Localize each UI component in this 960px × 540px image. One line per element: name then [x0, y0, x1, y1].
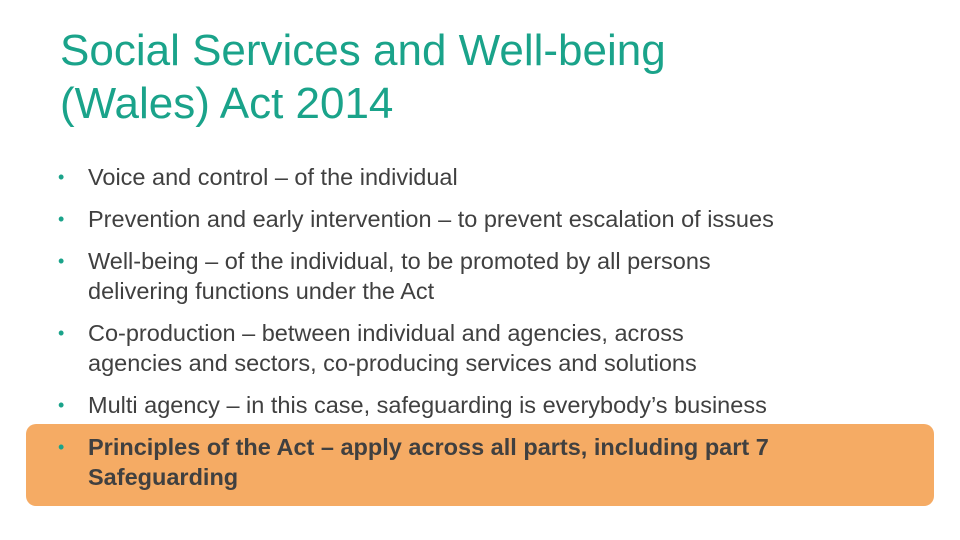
bullet-text	[88, 318, 938, 378]
bullet-dot-icon: •	[58, 209, 65, 229]
bullet-line: Voice and control – of the individual	[88, 164, 458, 190]
bullet-item-prevention	[58, 204, 938, 234]
bullet-dot-icon: •	[58, 251, 65, 271]
bullet-item-co-production	[58, 318, 938, 378]
bullet-text	[88, 390, 938, 420]
title-line-1: Social Services and Well-being	[60, 26, 666, 75]
bullet-line: delivering functions under the Act	[88, 278, 435, 304]
bullet-item-multi-agency	[58, 390, 938, 420]
bullet-text	[88, 246, 938, 306]
bullet-text	[88, 204, 938, 234]
bullet-text	[88, 432, 938, 492]
bullet-line: Multi agency – in this case, safeguarding is everybody’s business	[88, 392, 767, 418]
bullet-dot-icon: •	[58, 167, 65, 187]
bullet-line: agencies and sectors, co-producing services and solutions	[88, 350, 697, 376]
bullet-dot-icon: •	[58, 395, 65, 415]
bullet-line: Principles of the Act – apply across all parts, including part 7	[88, 434, 769, 460]
bullet-item-well-being	[58, 246, 938, 306]
bullet-list	[58, 162, 938, 504]
bullet-dot-icon: •	[58, 323, 65, 343]
bullet-line: Well-being – of the individual, to be promoted by all persons	[88, 248, 711, 274]
bullet-item-voice-and-control	[58, 162, 938, 192]
bullet-dot-icon: •	[58, 437, 65, 457]
bullet-item-principles	[58, 432, 938, 492]
bullet-line: Co-production – between individual and agencies, across	[88, 320, 684, 346]
bullet-text	[88, 162, 938, 192]
title-line-2: (Wales) Act 2014	[60, 79, 394, 128]
bullet-line: Prevention and early intervention – to prevent escalation of issues	[88, 206, 774, 232]
bullet-line: Safeguarding	[88, 464, 239, 490]
slide-title	[60, 24, 920, 130]
